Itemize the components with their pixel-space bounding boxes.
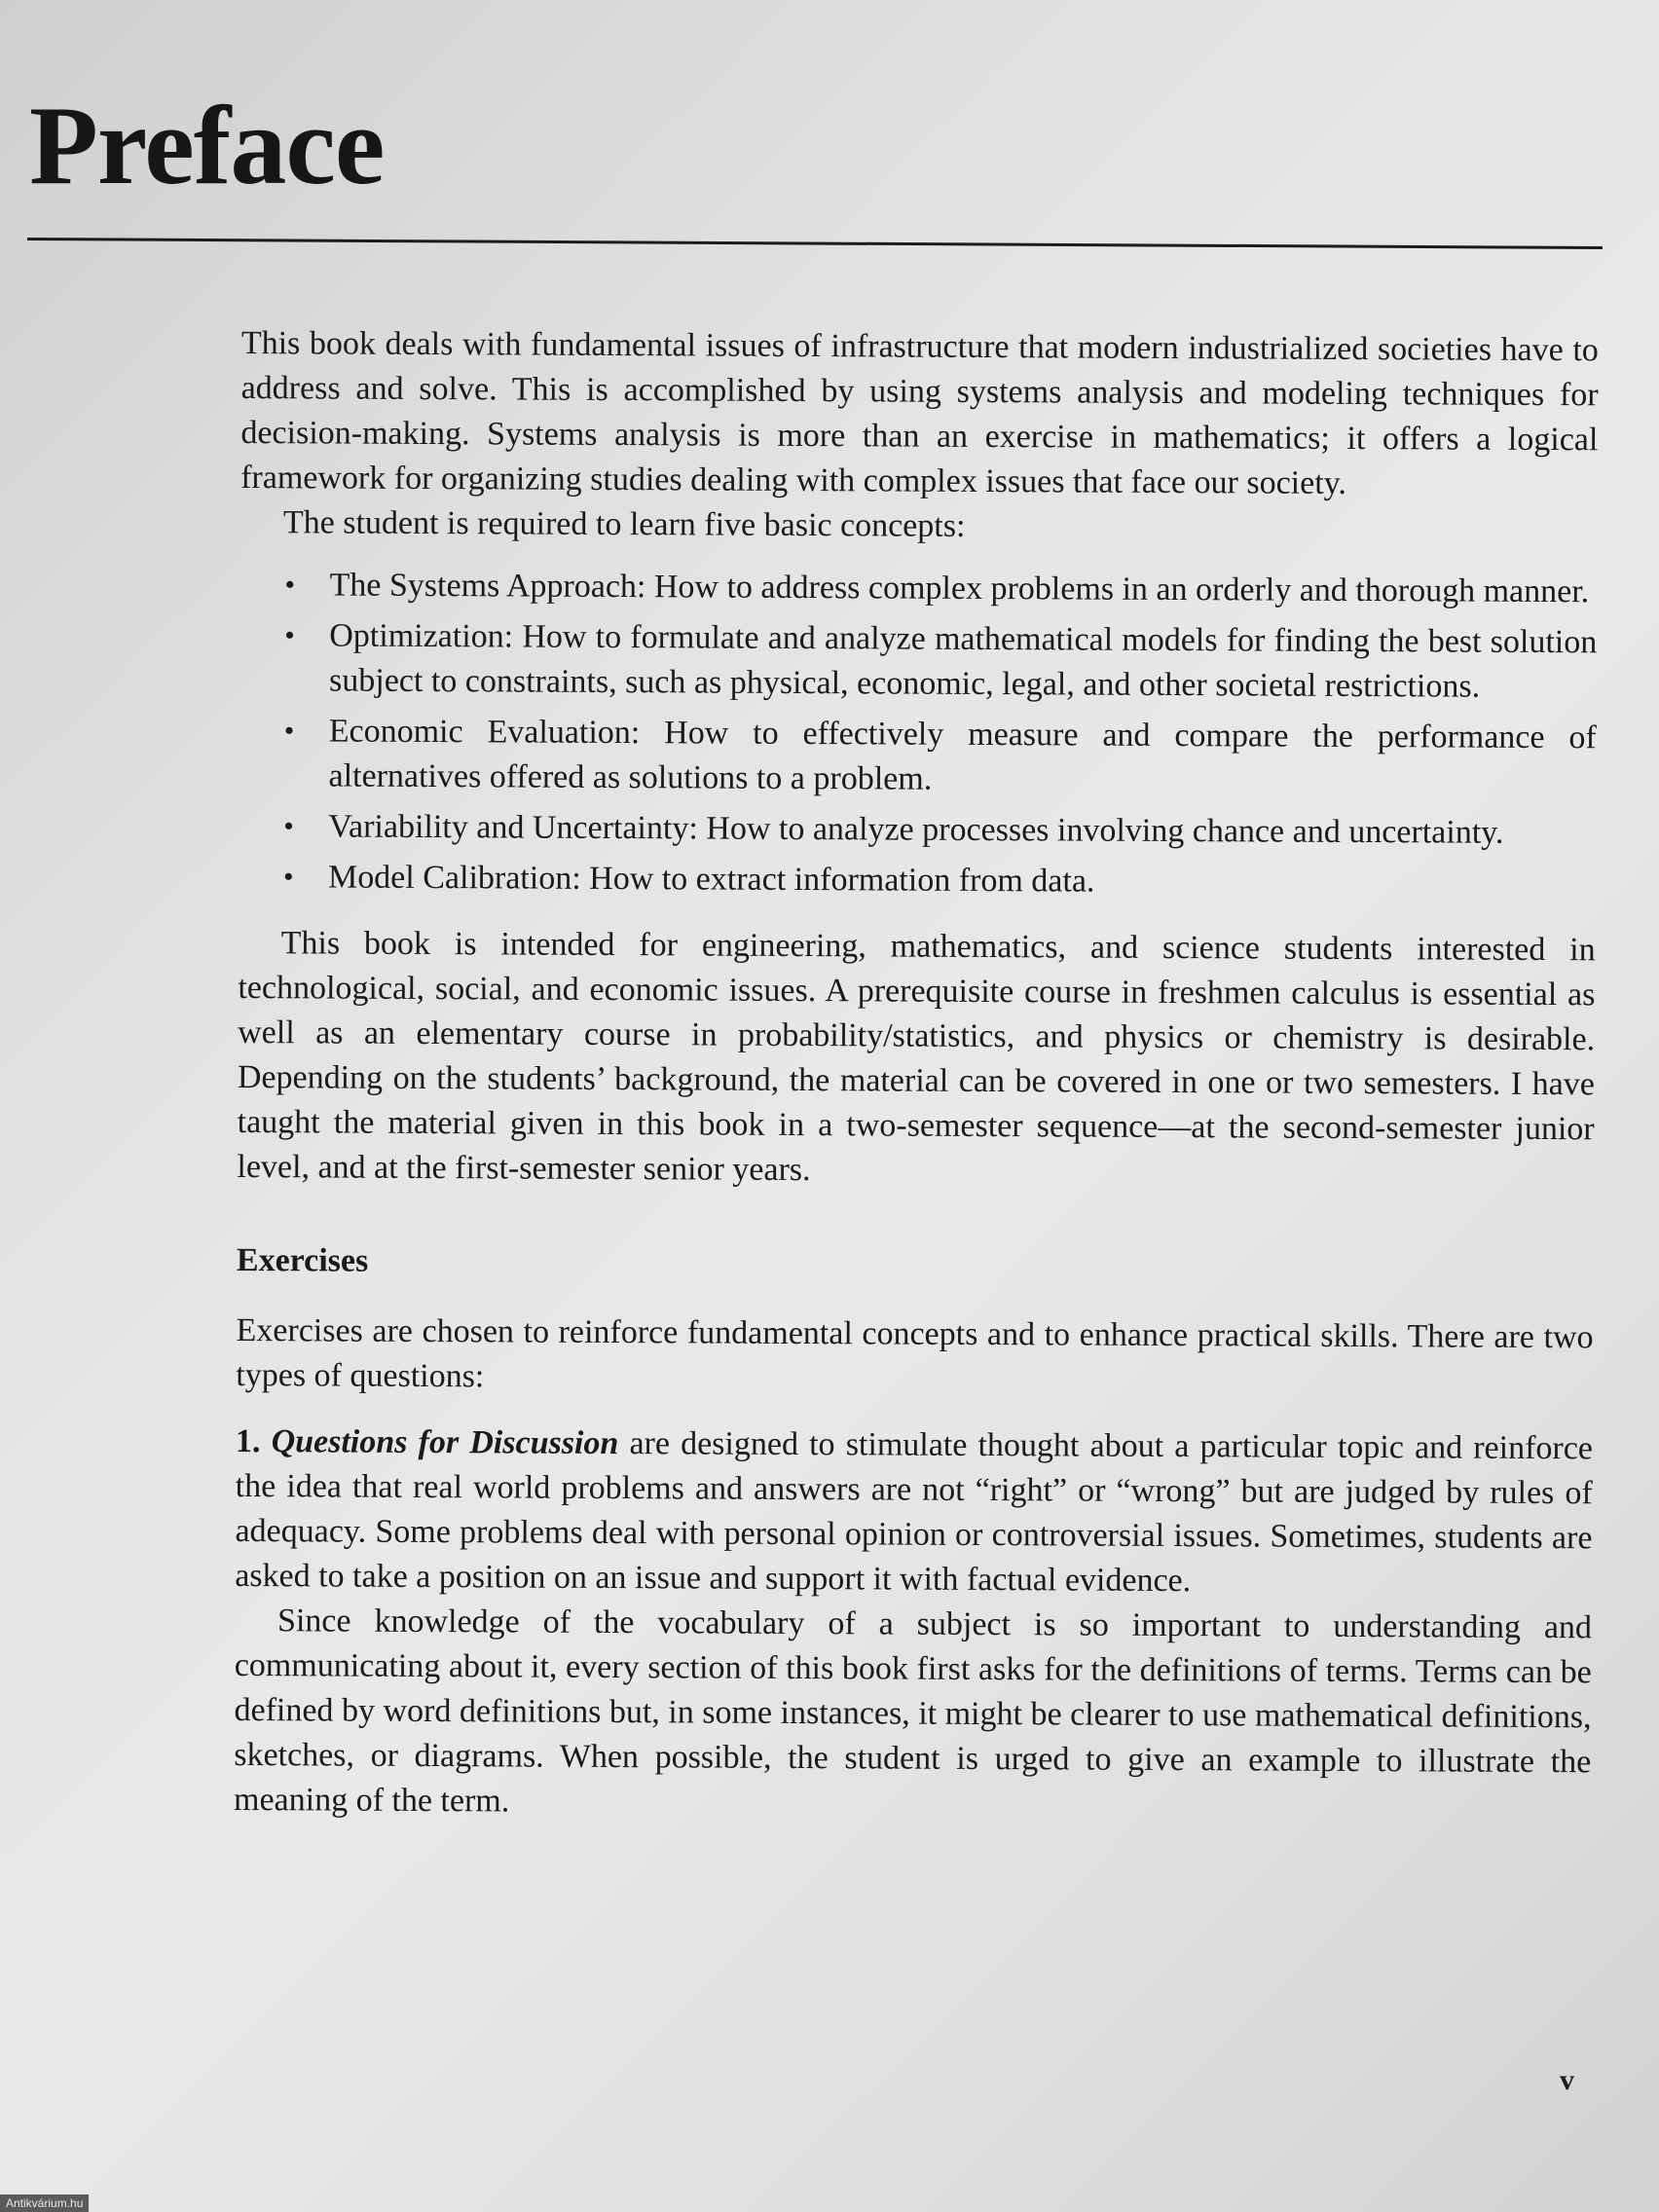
concept-text: Variability and Uncertainty: How to analyze processes involving chance and uncertainty. — [328, 808, 1504, 851]
bullet-icon: • — [284, 569, 296, 602]
concept-text: Economic Evaluation: How to effectively measure and compare the performance of alternatives offered as solutions to a problem. — [328, 713, 1597, 797]
question-type-title: Questions for Discussion — [271, 1423, 619, 1462]
audience-paragraph: This book is intended for engineering, mathematics, and science students interested in technological, social, and economic issues. A prerequisite course in freshmen calculus is essential as well as an elementary course in probability/statistics, and physics or chemistry is desirable. Depending on the students’ background, the material can be covered in one or two semesters. I have taught the material given in this book in a two-semester sequence—at the second-semester junior level, and at the first-semester senior years. — [237, 925, 1596, 1189]
page-title: Preface — [29, 84, 385, 208]
concepts-list — [239, 563, 1598, 906]
vocabulary-paragraph: Since knowledge of the vocabulary of a subject is so important to understanding and communicating about it, every section of this book first asks for the definitions of terms. Terms can be defined by word definitions but, in some instances, it might be clearer to use mathematical definitions, sketches, or diagrams. When possible, the student is urged to give an example to illustrate the meaning of the term. — [233, 1603, 1593, 1820]
concept-text: Model Calibration: How to extract information from data. — [327, 859, 1095, 900]
bullet-icon: • — [283, 810, 294, 843]
concept-item — [283, 804, 1596, 856]
concept-item — [284, 613, 1597, 710]
bullet-icon: • — [282, 861, 294, 894]
concept-text: Optimization: How to formulate and analyze mathematical models for finding the best solution subject to constraints, such as physical, economic, legal, and other societal restrictions. — [328, 617, 1598, 705]
concept-item — [283, 709, 1596, 805]
intro-paragraph: This book deals with fundamental issues of infrastructure that modern industrialized societies have to address and solve. This is accomplished by using systems analysis and modeling techniques for decision-making. Systems analysis is more than an exercise in mathematics; it offers a logical framework for organizing studies dealing with complex issues that face our society. — [240, 324, 1599, 501]
discussion-questions-paragraph — [235, 1419, 1593, 1605]
watermark-label: Antikvárium.hu — [0, 2194, 89, 2212]
page-number: v — [1560, 2064, 1574, 2096]
concept-text: The Systems Approach: How to address complex problems in an orderly and thorough manner. — [329, 567, 1590, 610]
concept-item — [283, 855, 1596, 906]
concepts-lead-in: The student is required to learn five basic concepts: — [282, 504, 966, 544]
preface-body — [234, 321, 1599, 1829]
bullet-icon: • — [284, 619, 295, 652]
concept-item — [284, 563, 1597, 614]
bullet-icon: • — [283, 715, 295, 748]
question-type-description: are designed to stimulate thought about a particular topic and reinforce the idea that real world problems and answers are not “right” or “wrong” but are judged by rules of adequacy. Some problems deal with personal opinion or controversial issues. Sometimes, students are asked to take a position on an issue and support it with factual evidence. — [235, 1425, 1594, 1600]
exercises-heading: Exercises — [236, 1241, 369, 1279]
exercises-intro: Exercises are chosen to reinforce fundamental concepts and to enhance practical skills. There are two types of questions: — [236, 1311, 1594, 1395]
question-type-number: 1. — [235, 1422, 261, 1460]
title-rule — [27, 238, 1603, 249]
